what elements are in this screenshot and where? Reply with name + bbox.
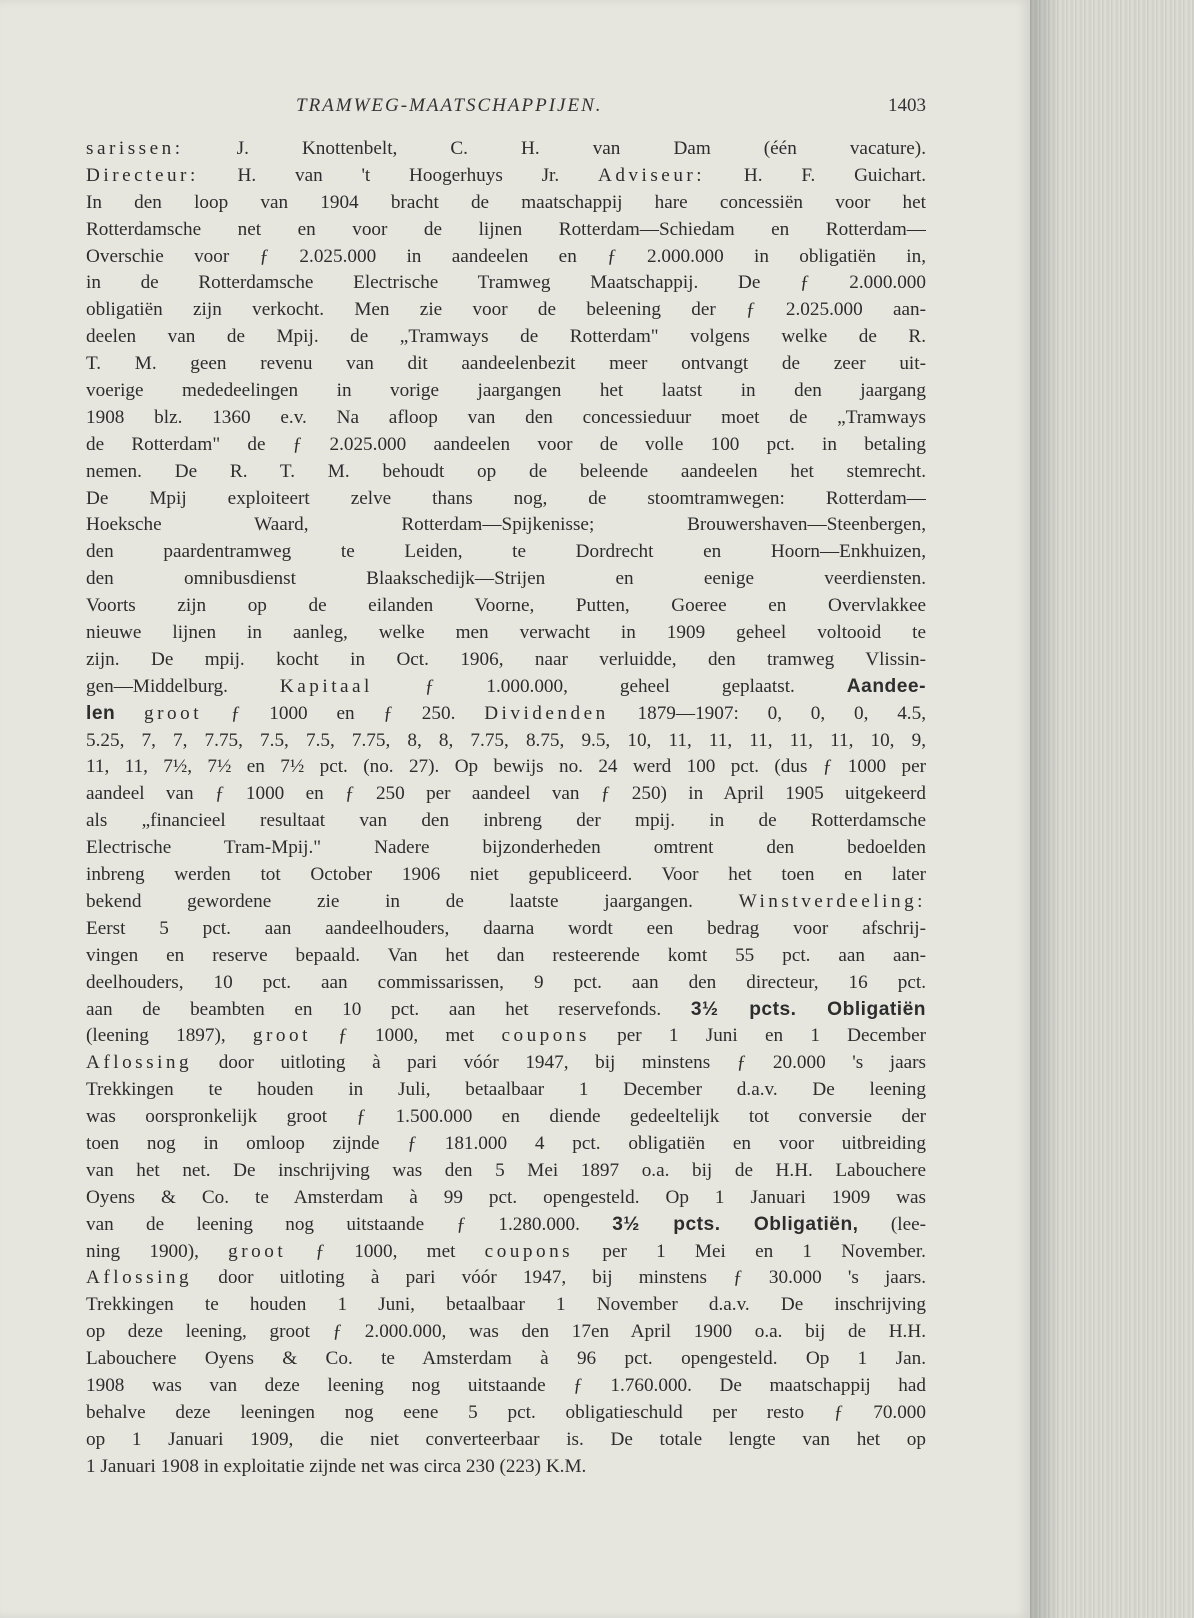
text-segment: coupons bbox=[501, 1025, 590, 1047]
text-line bbox=[86, 297, 926, 324]
text-segment: deelhouders, 10 pct. aan commissarissen, 9 pct. aan den directeur, 16 pct. bbox=[86, 971, 926, 993]
text-line bbox=[86, 701, 926, 728]
text-line bbox=[86, 1077, 926, 1104]
text-line bbox=[86, 754, 926, 781]
text-segment: Dividenden bbox=[484, 702, 609, 724]
text-segment: zijn. De mpij. kocht in Oct. 1906, naar verluidde, den tramweg Vlissin- bbox=[86, 648, 926, 670]
text-line bbox=[86, 1373, 926, 1400]
text-line bbox=[86, 1104, 926, 1131]
text-segment: 1879—1907: 0, 0, 0, 4.5, bbox=[608, 702, 926, 724]
page-header bbox=[86, 95, 926, 125]
text-segment: aandeel van ƒ 1000 en ƒ 250 per aandeel van ƒ 250) in April 1905 uitgekeerd bbox=[86, 783, 926, 805]
text-segment: door uitloting à pari vóór 1947, bij minstens ƒ 20.000 's jaars bbox=[192, 1052, 926, 1074]
text-segment: ning 1900), bbox=[86, 1240, 229, 1262]
text-segment: Trekkingen te houden 1 Juni, betaalbaar 1 November d.a.v. De inschrijving bbox=[86, 1294, 926, 1316]
text-segment: was oorspronkelijk groot ƒ 1.500.000 en diende gedeeltelijk tot conversie der bbox=[86, 1106, 926, 1128]
text-segment: 11, 11, 7½, 7½ en 7½ pct. (no. 27). Op bewijs no. 24 werd 100 pct. (dus ƒ 1000 per bbox=[86, 756, 926, 778]
text-segment: toen nog in omloop zijnde ƒ 181.000 4 pct. obligatiën en voor uitbreiding bbox=[86, 1132, 926, 1154]
text-line bbox=[86, 351, 926, 378]
text-segment: Aflossing bbox=[86, 1267, 193, 1289]
text-segment: ƒ 1000 en ƒ 250. bbox=[202, 702, 485, 724]
text-segment: den paardentramweg te Leiden, te Dordrecht en Hoorn—Enkhuizen, bbox=[86, 541, 926, 563]
text-line bbox=[86, 970, 926, 997]
text-line bbox=[86, 1023, 926, 1050]
text-segment: Adviseur: bbox=[597, 164, 706, 186]
text-segment: 1908 blz. 1360 e.v. Na afloop van den concessieduur moet de „Tramways bbox=[86, 406, 926, 428]
text-line bbox=[86, 593, 926, 620]
text-segment: 1 Januari 1908 in exploitatie zijnde net was circa 230 (223) K.M. bbox=[86, 1455, 587, 1477]
text-line bbox=[86, 486, 926, 513]
text-line bbox=[86, 1319, 926, 1346]
text-segment: van het net. De inschrijving was den 5 Mei 1897 o.a. bij de H.H. Labouchere bbox=[86, 1159, 926, 1181]
text-body bbox=[86, 136, 926, 1481]
text-segment: gen—Middelburg. bbox=[86, 675, 280, 697]
text-line bbox=[86, 270, 926, 297]
text-segment: Aflossing bbox=[86, 1052, 193, 1074]
text-segment: aan de beambten en 10 pct. aan het reservefonds. bbox=[86, 998, 691, 1020]
text-segment: behalve deze leeningen nog eene 5 pct. obligatieschuld per resto ƒ 70.000 bbox=[86, 1401, 926, 1423]
text-segment: op 1 Januari 1909, die niet converteerbaar is. De totale lengte van het op bbox=[86, 1428, 926, 1450]
text-line bbox=[86, 728, 926, 755]
text-segment: len bbox=[86, 702, 116, 724]
text-line bbox=[86, 835, 926, 862]
text-line bbox=[86, 217, 926, 244]
text-segment: H. F. Guichart. bbox=[705, 164, 926, 186]
text-line bbox=[86, 1265, 926, 1292]
text-line bbox=[86, 1239, 926, 1266]
text-segment: Directeur: bbox=[86, 164, 199, 186]
text-segment: Hoeksche Waard, Rotterdam—Spijkenisse; Brouwershaven—Steenbergen, bbox=[86, 514, 926, 536]
text-line bbox=[86, 1427, 926, 1454]
text-segment: 5.25, 7, 7, 7.75, 7.5, 7.5, 7.75, 8, 8, 7.75, 8.75, 9.5, 10, 11, 11, 11, 11, 11, 10, 9, bbox=[86, 729, 926, 751]
text-segment: (leening 1897), bbox=[86, 1025, 253, 1047]
text-line bbox=[86, 647, 926, 674]
running-title: TRAMWEG-MAATSCHAPPIJEN. bbox=[296, 95, 603, 116]
text-segment: als „financieel resultaat van den inbreng der mpij. in de Rotterdamsche bbox=[86, 810, 926, 832]
text-line bbox=[86, 620, 926, 647]
text-segment: op deze leening, groot ƒ 2.000.000, was den 17en April 1900 o.a. bij de H.H. bbox=[86, 1321, 926, 1343]
text-segment: per 1 Mei en 1 November. bbox=[573, 1240, 926, 1262]
text-line bbox=[86, 432, 926, 459]
text-line bbox=[86, 566, 926, 593]
text-segment: groot bbox=[144, 702, 203, 724]
text-line bbox=[86, 190, 926, 217]
text-segment: sarissen: bbox=[86, 138, 184, 159]
page-edges bbox=[1030, 0, 1194, 1618]
text-segment: ƒ 1000, met bbox=[286, 1240, 485, 1262]
text-line bbox=[86, 378, 926, 405]
text-line bbox=[86, 1292, 926, 1319]
text-line bbox=[86, 916, 926, 943]
text-line bbox=[86, 405, 926, 432]
text-segment: 1908 was van deze leening nog uitstaande ƒ 1.760.000. De maatschappij had bbox=[86, 1374, 926, 1396]
text-line bbox=[86, 1131, 926, 1158]
text-line bbox=[86, 997, 926, 1024]
text-segment: Oyens & Co. te Amsterdam à 99 pct. opengesteld. Op 1 Januari 1909 was bbox=[86, 1186, 926, 1208]
text-segment: Eerst 5 pct. aan aandeelhouders, daarna wordt een bedrag voor afschrij- bbox=[86, 917, 926, 939]
text-segment bbox=[115, 703, 144, 724]
text-segment: groot bbox=[228, 1240, 287, 1262]
text-segment: vingen en reserve bepaald. Van het dan resteerende komt 55 pct. aan aan- bbox=[86, 944, 926, 966]
text-line bbox=[86, 1212, 926, 1239]
text-segment: ƒ 1.000.000, geheel geplaatst. bbox=[372, 675, 847, 697]
text-segment: den omnibusdienst Blaakschedijk—Strijen en eenige veerdiensten. bbox=[86, 568, 926, 590]
text-line bbox=[86, 512, 926, 539]
text-segment: coupons bbox=[484, 1240, 574, 1262]
text-segment: De Mpij exploiteert zelve thans nog, de stoomtramwegen: Rotterdam— bbox=[86, 487, 926, 509]
text-segment: T. M. geen revenu van dit aandeelenbezit meer ontvangt de zeer uit- bbox=[86, 353, 926, 375]
text-segment: Kapitaal bbox=[279, 675, 373, 697]
text-segment: nemen. De R. T. M. behoudt op de beleende aandeelen het stemrecht. bbox=[86, 460, 926, 482]
text-segment: Overschie voor ƒ 2.025.000 in aandeelen en ƒ 2.000.000 in obligatiën in, bbox=[86, 245, 926, 267]
text-segment: Labouchere Oyens & Co. te Amsterdam à 96 pct. opengesteld. Op 1 Jan. bbox=[86, 1348, 926, 1370]
text-segment: obligatiën zijn verkocht. Men zie voor de beleening der ƒ 2.025.000 aan- bbox=[86, 299, 926, 321]
text-line bbox=[86, 459, 926, 486]
text-segment: (lee- bbox=[858, 1213, 926, 1235]
text-segment: In den loop van 1904 bracht de maatschappij hare concessiën voor het bbox=[86, 191, 926, 213]
text-segment: deelen van de Mpij. de „Tramways de Rotterdam" volgens welke de R. bbox=[86, 326, 926, 348]
text-line bbox=[86, 539, 926, 566]
text-line bbox=[86, 244, 926, 271]
text-line bbox=[86, 889, 926, 916]
text-line bbox=[86, 862, 926, 889]
text-segment: Electrische Tram-Mpij." Nadere bijzonderheden omtrent den bedoelden bbox=[86, 837, 926, 859]
text-line bbox=[86, 163, 926, 190]
text-segment: 3½ pcts. Obligatiën, bbox=[612, 1213, 859, 1235]
text-segment: Winstverdeeling: bbox=[738, 890, 926, 912]
text-segment: inbreng werden tot October 1906 niet gepubliceerd. Voor het toen en later bbox=[86, 864, 926, 886]
text-line bbox=[86, 674, 926, 701]
text-segment: Trekkingen te houden in Juli, betaalbaar 1 December d.a.v. De leening bbox=[86, 1079, 926, 1101]
text-segment: voerige mededeelingen in vorige jaargangen het laatst in den jaargang bbox=[86, 380, 926, 402]
text-segment: de Rotterdam" de ƒ 2.025.000 aandeelen voor de volle 100 pct. in betaling bbox=[86, 433, 926, 455]
text-line bbox=[86, 943, 926, 970]
text-segment: bekend gewordene zie in de laatste jaargangen. bbox=[86, 890, 739, 912]
text-segment: Rotterdamsche net en voor de lijnen Rotterdam—Schiedam en Rotterdam— bbox=[86, 218, 926, 240]
text-segment: groot bbox=[252, 1025, 311, 1047]
text-segment: ƒ 1000, met bbox=[310, 1025, 502, 1047]
text-segment: Voorts zijn op de eilanden Voorne, Putten, Goeree en Overvlakkee bbox=[86, 595, 926, 617]
text-line bbox=[86, 781, 926, 808]
text-line bbox=[86, 1454, 926, 1481]
text-line bbox=[86, 1346, 926, 1373]
text-line bbox=[86, 1400, 926, 1427]
text-segment: 3½ pcts. Obligatiën bbox=[690, 998, 926, 1020]
text-line bbox=[86, 136, 926, 163]
text-segment: per 1 Juni en 1 December bbox=[589, 1025, 926, 1047]
text-line bbox=[86, 1050, 926, 1077]
text-line bbox=[86, 324, 926, 351]
text-segment: J. Knottenbelt, C. H. van Dam (één vacature). bbox=[183, 138, 926, 159]
page-number: 1403 bbox=[888, 95, 926, 116]
text-segment: in de Rotterdamsche Electrische Tramweg Maatschappij. De ƒ 2.000.000 bbox=[86, 272, 926, 294]
text-line bbox=[86, 808, 926, 835]
text-segment: van de leening nog uitstaande ƒ 1.280.000. bbox=[86, 1213, 613, 1235]
text-segment: door uitloting à pari vóór 1947, bij minstens ƒ 30.000 's jaars. bbox=[192, 1267, 926, 1289]
text-segment: Aandee- bbox=[846, 675, 926, 697]
text-segment: nieuwe lijnen in aanleg, welke men verwacht in 1909 geheel voltooid te bbox=[86, 622, 926, 644]
text-line bbox=[86, 1158, 926, 1185]
text-segment: H. van 't Hoogerhuys Jr. bbox=[198, 164, 598, 186]
text-line bbox=[86, 1185, 926, 1212]
